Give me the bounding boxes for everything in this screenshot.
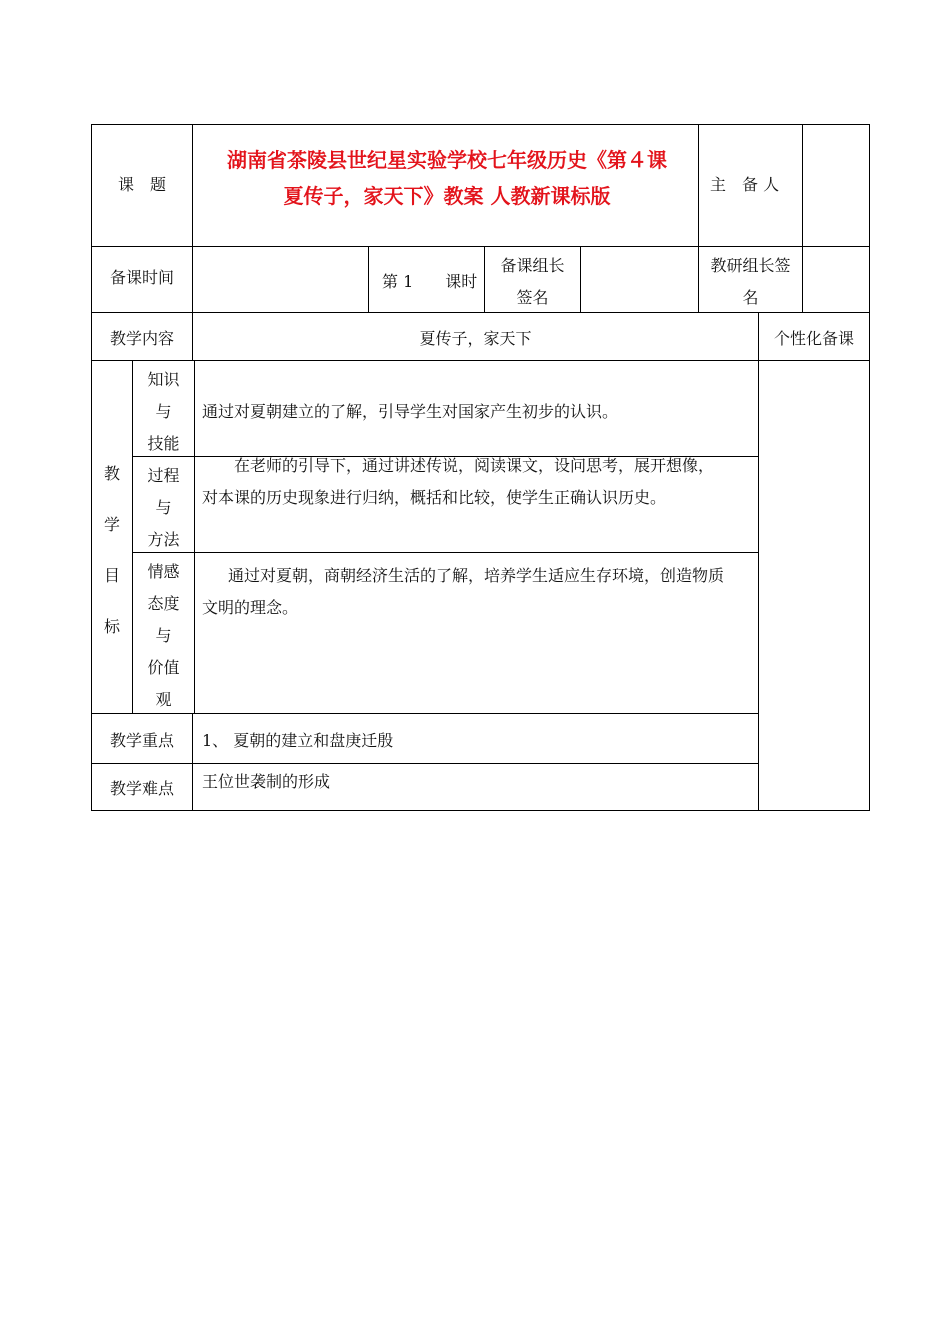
prep-time-label: 备课时间 <box>109 268 174 287</box>
table-border-right <box>869 124 870 811</box>
table-border-bottom <box>91 810 870 811</box>
lesson-title-line1: 湖南省茶陵县世纪星实验学校七年级历史《第４课 <box>227 148 667 172</box>
research-leader-label-line2: 名 <box>742 288 759 307</box>
key-points-text: 1、 夏朝的建立和盘庚迁殷 <box>202 731 394 750</box>
group-leader-label-line2: 签名 <box>516 288 549 307</box>
content-value: 夏传子，家天下 <box>419 329 532 348</box>
topic-label: 课 题 <box>117 175 166 194</box>
research-leader-label-line1: 教研组长签 <box>710 256 791 275</box>
table-line <box>580 246 581 312</box>
table-line <box>758 312 759 810</box>
group-leader-label-line1: 备课组长 <box>500 256 565 275</box>
emotion-label: 情感 态度 与 价值 观 <box>147 562 180 709</box>
table-line <box>132 552 758 553</box>
content-label: 教学内容 <box>109 329 174 348</box>
lesson-title <box>196 142 698 214</box>
preparer-label: 主 备 人 <box>710 175 780 194</box>
table-line <box>91 360 870 361</box>
key-points-label: 教学重点 <box>109 731 174 750</box>
period-label: 第 1 课时 <box>382 272 478 291</box>
research-leader-signature-label <box>699 250 802 314</box>
table-line <box>368 246 369 312</box>
difficulties-label: 教学难点 <box>109 779 174 798</box>
group-leader-signature-label <box>485 250 580 314</box>
process-text: 在老师的引导下，通过讲述传说，阅读课文，设问思考，展开想像， 对本课的历史现象进行归纳，概括和比较，使学生正确认识历史。 <box>202 456 715 507</box>
knowledge-label: 知识 与 技能 <box>147 370 180 453</box>
knowledge-text: 通过对夏朝建立的了解，引导学生对国家产生初步的认识。 <box>202 402 619 421</box>
table-line <box>91 246 870 247</box>
difficulties-text: 王位世袭制的形成 <box>202 772 331 791</box>
personal-prep-label: 个性化备课 <box>773 329 854 348</box>
table-border-top <box>91 124 870 125</box>
objectives-label: 教 学 目 标 <box>103 464 120 636</box>
table-line <box>192 713 193 810</box>
emotion-text: 通过对夏朝，商朝经济生活的了解，培养学生适应生存环境，创造物质 文明的理念。 <box>202 566 725 617</box>
table-line <box>194 360 195 713</box>
lesson-title-line2: 夏传子，家天下》教案 人教新课标版 <box>283 184 611 208</box>
table-line <box>802 124 803 312</box>
process-label: 过程 与 方法 <box>147 466 180 549</box>
